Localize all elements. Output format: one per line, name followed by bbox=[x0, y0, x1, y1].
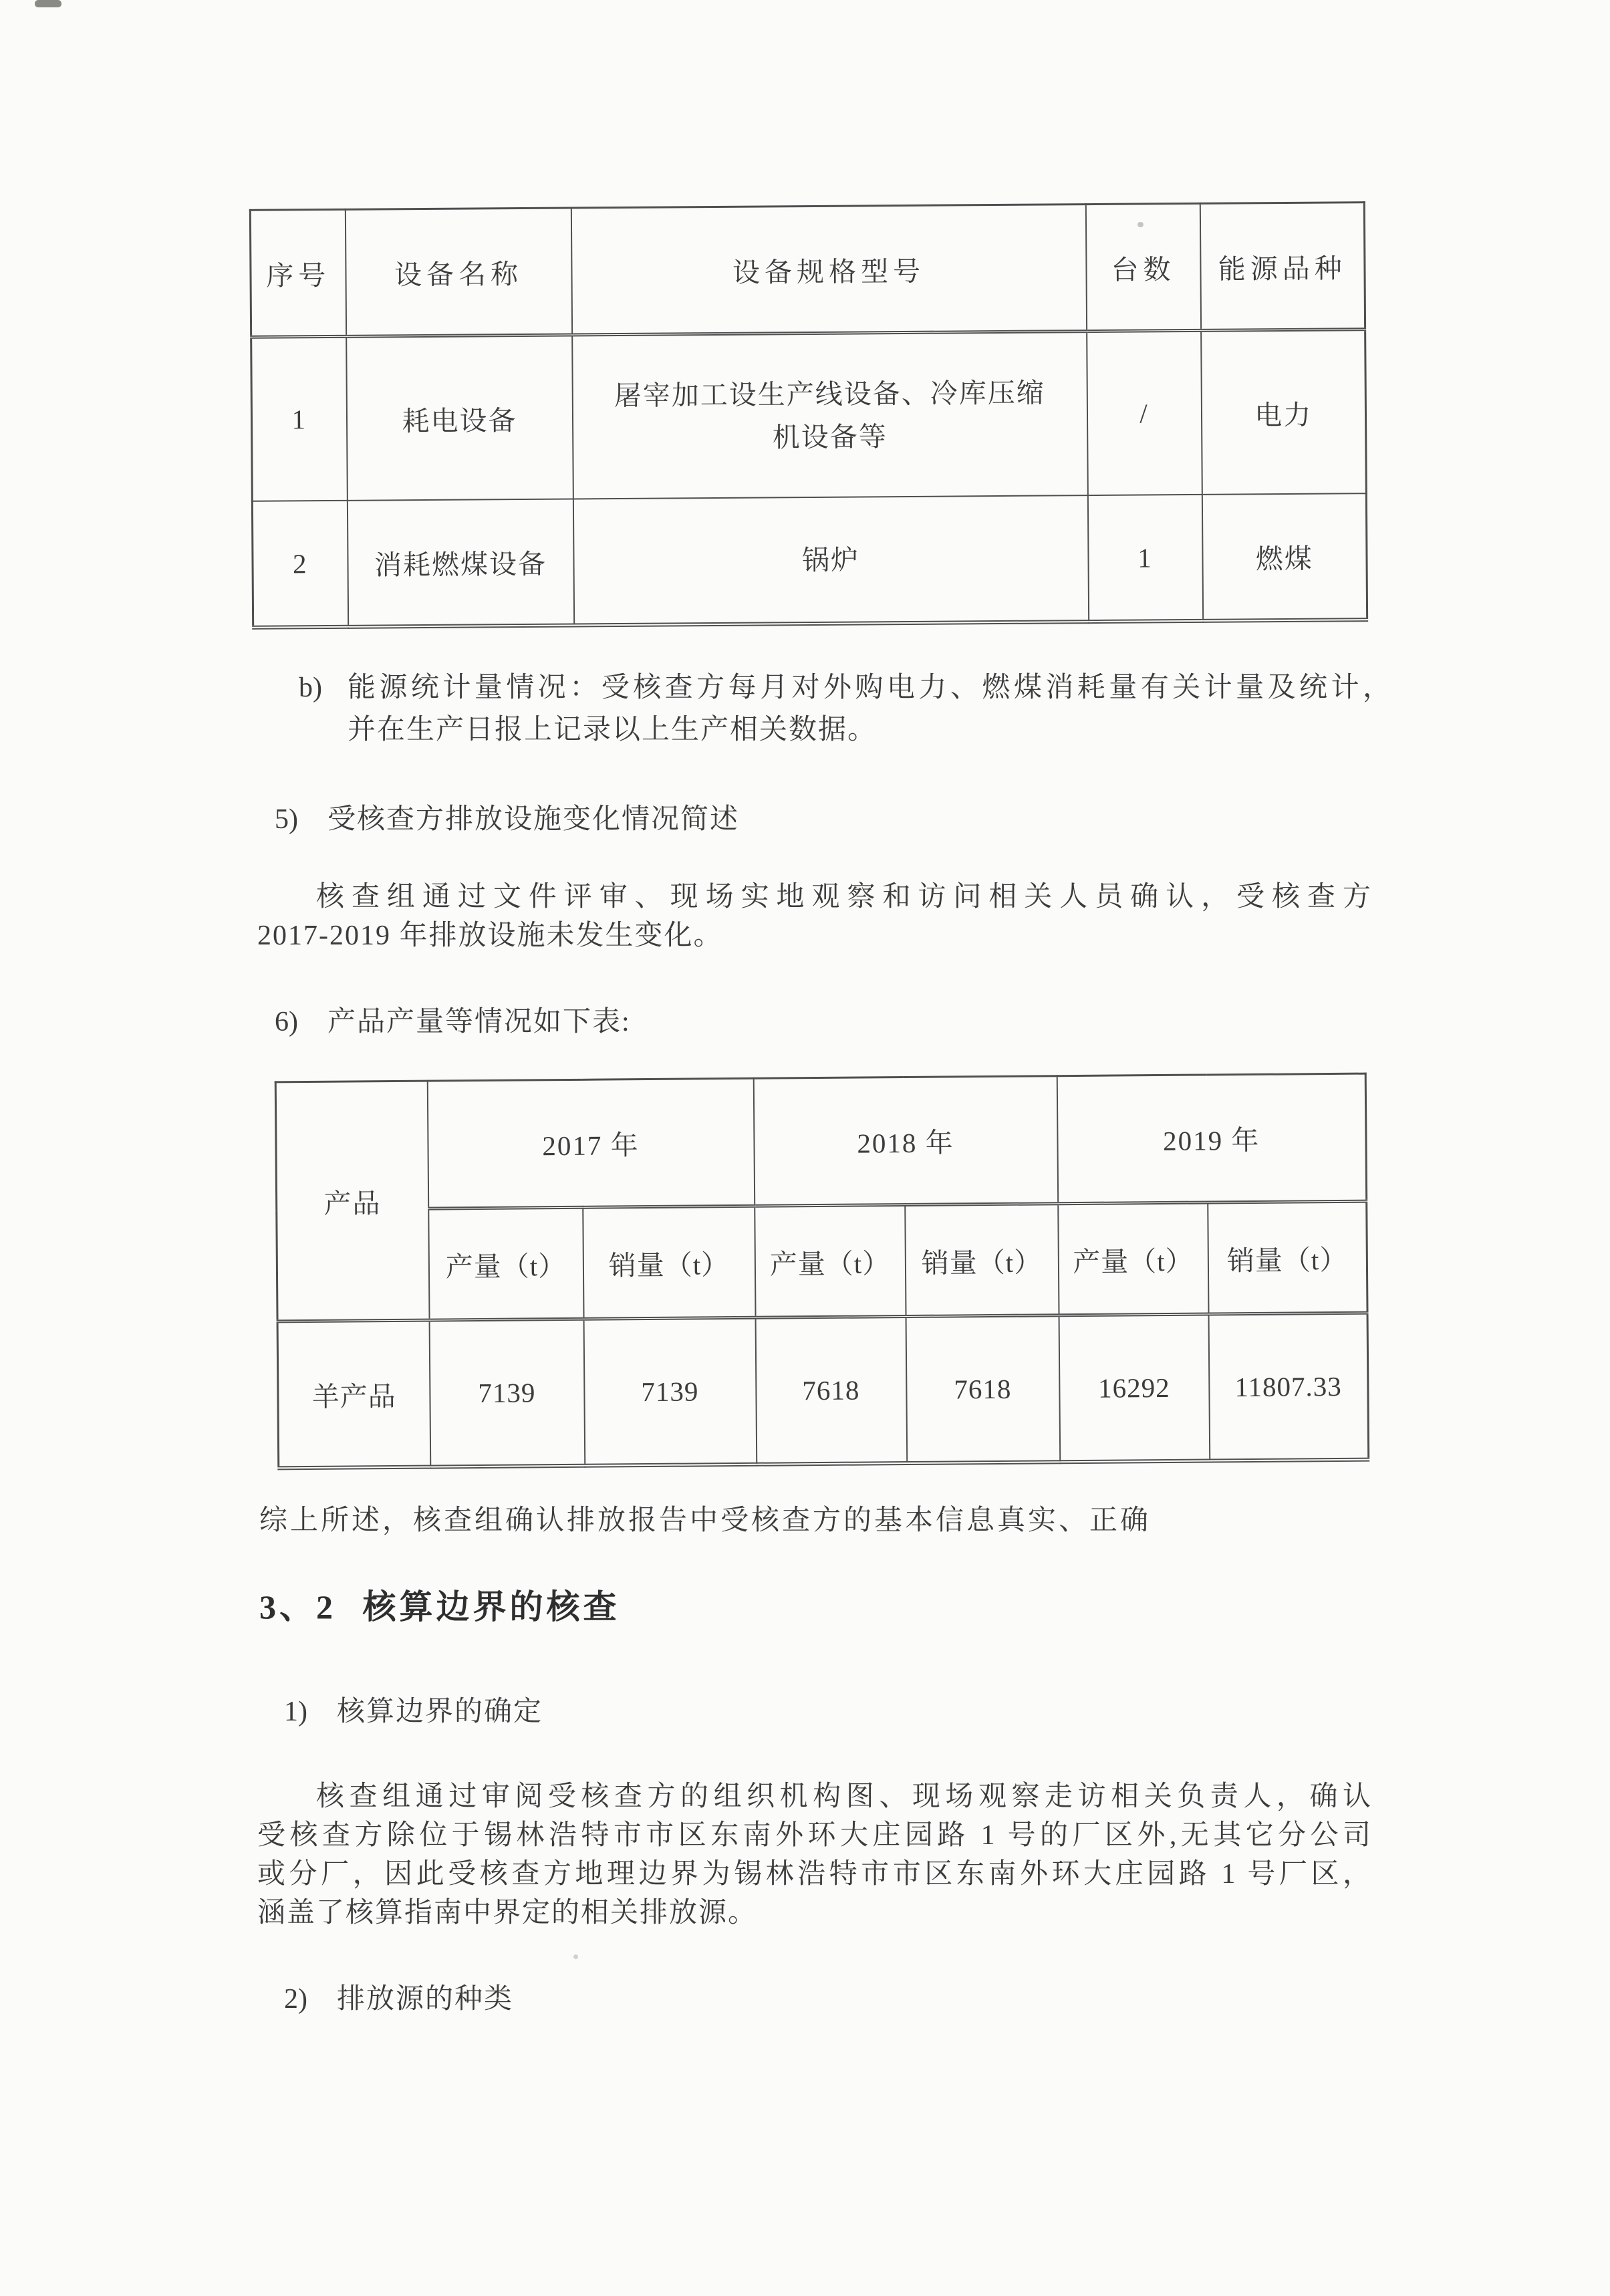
equipment-row-2 bbox=[252, 493, 1367, 628]
header-cell-no: 序号 bbox=[250, 209, 346, 337]
boundary-paragraph-line1: 核查组通过审阅受核查方的组织机构图、现场观察走访相关负责人，确认 bbox=[316, 1781, 1372, 1812]
subheader-cell: 产量（t） bbox=[755, 1205, 906, 1318]
cell-no: 1 bbox=[251, 336, 348, 501]
production-table-data-row bbox=[277, 1313, 1369, 1468]
cell-units: 1 bbox=[1087, 495, 1202, 622]
subheader-cell: 产量（t） bbox=[428, 1207, 583, 1320]
item-1-text: 核算边界的确定 bbox=[337, 1696, 543, 1727]
item-b-label: b) bbox=[299, 672, 322, 703]
header-cell-units: 台数 bbox=[1085, 203, 1200, 331]
cell-spec: 锅炉 bbox=[573, 495, 1088, 625]
cell-units: / bbox=[1087, 330, 1202, 495]
subheader-cell: 销量（t） bbox=[583, 1206, 755, 1319]
equipment-table-header-row bbox=[250, 203, 1365, 338]
paragraph-5-line1: 核查组通过文件评审、现场实地观察和访问相关人员确认，受核查方 bbox=[316, 882, 1372, 912]
cell-product: 羊产品 bbox=[277, 1320, 430, 1468]
boundary-paragraph-line2: 受核查方除位于锡林浩特市市区东南外环大庄园路 1 号的厂区外,无其它分公司 bbox=[257, 1820, 1372, 1851]
boundary-paragraph-line3: 或分厂，因此受核查方地理边界为锡林浩特市市区东南外环大庄园路 1 号厂区， bbox=[257, 1859, 1372, 1890]
header-cell-spec: 设备规格型号 bbox=[571, 205, 1086, 335]
equipment-table bbox=[249, 201, 1368, 630]
item-6-text: 产品产量等情况如下表: bbox=[327, 1007, 631, 1037]
year-header-2017: 2017 年 bbox=[427, 1078, 754, 1208]
item-b-line1: 能源统计量情况：受核查方每月对外购电力、燃煤消耗量有关计量及统计， bbox=[348, 672, 1392, 703]
item-2 bbox=[284, 1976, 513, 2017]
year-header-2018: 2018 年 bbox=[753, 1076, 1057, 1206]
item-2-text: 排放源的种类 bbox=[337, 1984, 514, 2015]
equipment-row-1 bbox=[251, 330, 1367, 501]
header-cell-energy: 能源品种 bbox=[1200, 203, 1365, 331]
item-5 bbox=[275, 797, 739, 837]
item-b-line2: 并在生产日报上记录以上生产相关数据。 bbox=[348, 715, 878, 745]
production-table bbox=[275, 1073, 1370, 1471]
item-1-label: 1) bbox=[284, 1696, 307, 1727]
cell-name: 耗电设备 bbox=[346, 335, 573, 501]
boundary-paragraph bbox=[257, 1777, 1372, 1932]
cell-value: 7139 bbox=[429, 1319, 585, 1466]
production-table-subheader-row bbox=[277, 1201, 1367, 1321]
cell-value: 7618 bbox=[906, 1315, 1060, 1463]
section-heading: 3、2 核算边界的核查 bbox=[259, 1588, 620, 1626]
cell-energy: 电力 bbox=[1201, 330, 1367, 495]
subheader-cell: 销量（t） bbox=[1208, 1201, 1367, 1314]
item-6 bbox=[275, 999, 631, 1039]
cell-spec: 屠宰加工设生产线设备、冷库压缩 机设备等 bbox=[572, 332, 1088, 499]
item-1 bbox=[284, 1689, 543, 1729]
item-2-label: 2) bbox=[284, 1984, 307, 2015]
item-6-label: 6) bbox=[275, 1007, 298, 1037]
scan-speck bbox=[35, 0, 61, 7]
cell-value: 16292 bbox=[1059, 1314, 1210, 1462]
cell-name: 消耗燃煤设备 bbox=[347, 499, 573, 626]
corner-header-cell: 产品 bbox=[275, 1081, 429, 1321]
subheader-cell: 销量（t） bbox=[905, 1204, 1059, 1317]
cell-value: 7139 bbox=[583, 1317, 757, 1466]
paragraph-5-line2: 2017-2019 年排放设施未发生变化。 bbox=[257, 920, 723, 951]
cell-value: 7618 bbox=[755, 1317, 907, 1464]
paragraph-5 bbox=[257, 878, 1372, 955]
scan-speck bbox=[573, 1954, 578, 1959]
cell-value: 11807.33 bbox=[1208, 1313, 1369, 1460]
cell-energy: 燃煤 bbox=[1202, 493, 1367, 621]
year-header-2019: 2019 年 bbox=[1057, 1073, 1366, 1204]
subheader-cell: 产量（t） bbox=[1058, 1202, 1208, 1315]
summary-line: 综上所述，核查组确认排放报告中受核查方的基本信息真实、正确 bbox=[259, 1505, 1152, 1536]
item-b-text bbox=[348, 667, 1392, 751]
item-5-label: 5) bbox=[275, 804, 298, 835]
header-cell-name: 设备名称 bbox=[345, 208, 571, 336]
item-5-text: 受核查方排放设施变化情况简述 bbox=[327, 804, 740, 835]
boundary-paragraph-line4: 涵盖了核算指南中界定的相关排放源。 bbox=[257, 1898, 758, 1928]
cell-no: 2 bbox=[252, 501, 348, 628]
production-table-year-row bbox=[275, 1073, 1366, 1210]
item-b bbox=[299, 667, 1392, 751]
